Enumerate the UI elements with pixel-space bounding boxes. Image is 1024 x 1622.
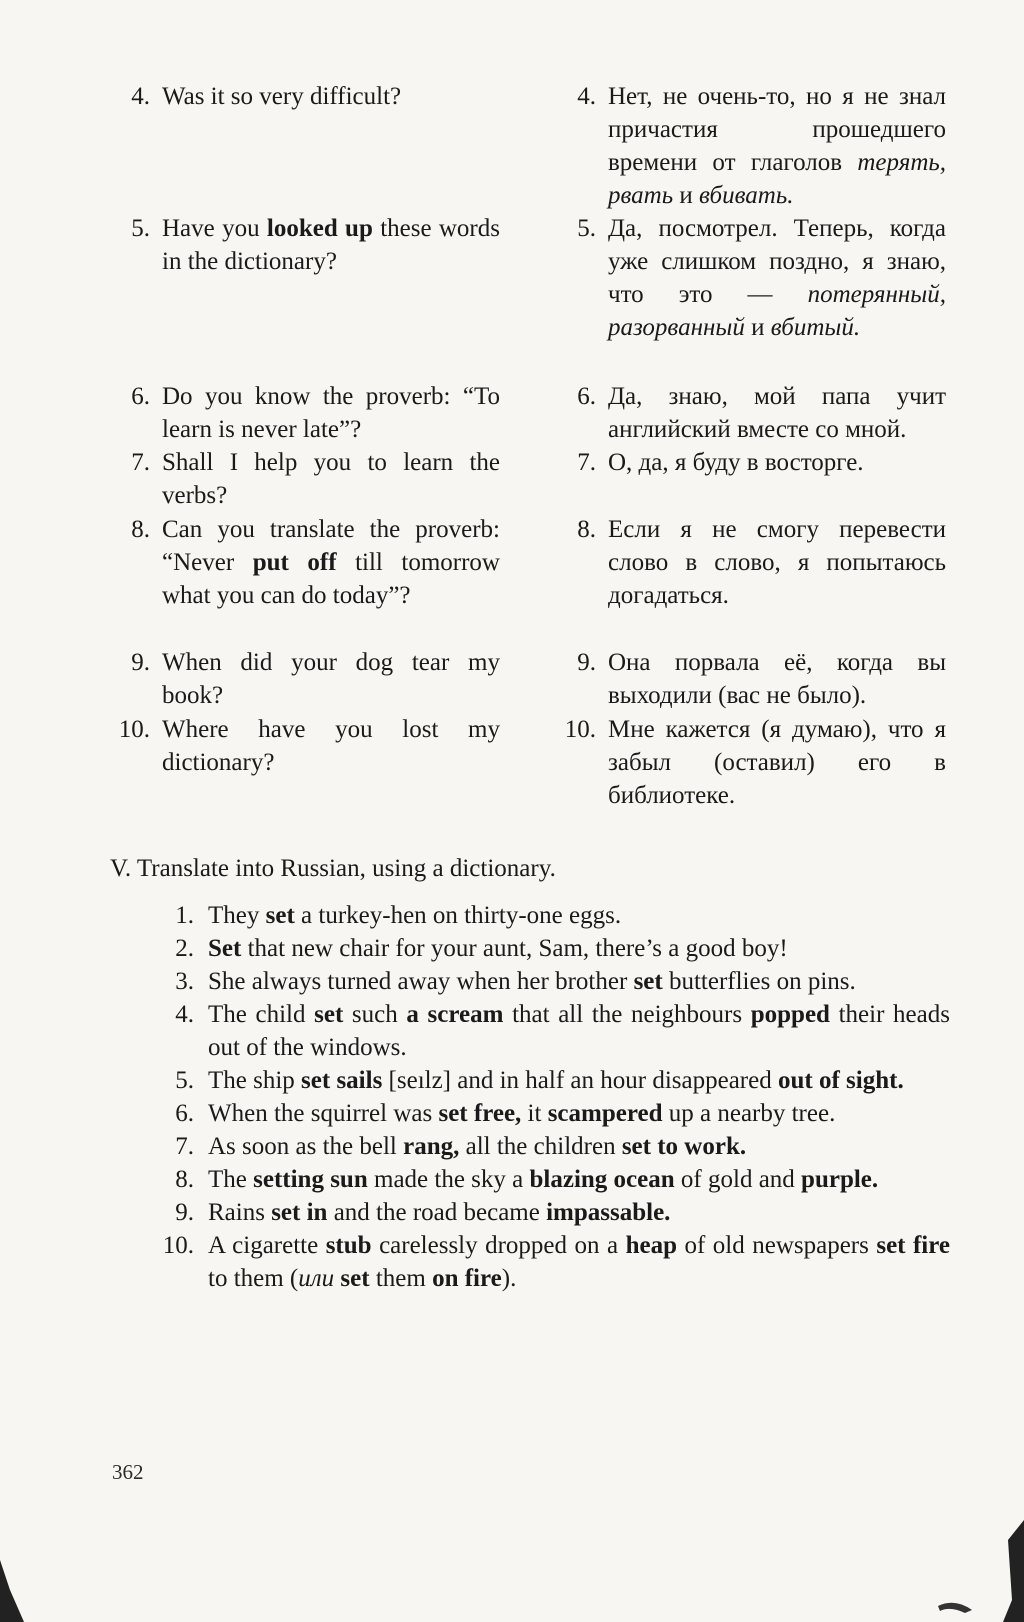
answer-number: 4. [577,83,596,110]
bold-term: Set [208,935,242,962]
answer-text: Нет, не очень-то, но я не знал причастия прошедшего времени от глаголов терять, рвать и вбивать. [608,83,946,209]
exercise-text: The setting sun made the sky a blazing ocean of gold and purple. [208,1166,879,1193]
exercise-number: 6. [175,1100,194,1127]
italic-term: вбивать. [699,182,794,209]
bold-term: set [340,1265,370,1292]
bold-term: heap [625,1232,677,1259]
bold-term: out of sight. [777,1067,904,1094]
bold-term: scampered [547,1100,663,1127]
italic-term: вбитый. [770,314,861,341]
bold-term: purple. [801,1166,879,1193]
italic-term: терять, рвать [608,149,946,209]
scan-edge-mark [1003,1520,1024,1622]
bold-term: looked up [266,215,373,242]
question-text: Where have you lost my dictionary? [162,716,500,776]
bold-term: set sails [301,1067,383,1094]
exercise-text: They set a turkey-hen on thirty-one eggs. [208,902,622,929]
exercise-text: The child set such a scream that all the neighbours popped their heads out of the windows. [208,1001,950,1061]
bold-term: stub [325,1232,372,1259]
question-number: 6. [131,383,150,410]
bold-term: setting sun [253,1166,368,1193]
exercise-number: 7. [175,1133,194,1160]
question-text: Have you looked up these words in the dictionary? [162,215,500,275]
answer-number: 7. [577,449,596,476]
exercise-number: 5. [175,1067,194,1094]
answer-number: 9. [577,649,596,676]
exercise-number: 2. [175,935,194,962]
scan-smudge [938,1603,972,1613]
bold-term: a scream [406,1001,504,1028]
italic-term: потерянный, разорванный [608,281,946,341]
exercise-text: A cigarette stub carelessly dropped on a heap of old newspapers set fire to them (или set them on fire). [208,1232,950,1292]
italic-term: или [298,1265,335,1292]
question-number: 8. [131,516,150,543]
bold-term: set [314,1001,344,1028]
bold-term: set [633,968,663,995]
exercise-text: Set that new chair for your aunt, Sam, there’s a good boy! [208,935,788,962]
page-number: 362 [112,1460,144,1484]
question-text: When did your dog tear my book? [162,649,500,709]
bold-term: set free, [438,1100,522,1127]
exercise-text: Rains set in and the road became impassable. [208,1199,671,1226]
answer-text: Она порвала её, когда вы выходили (вас не было). [608,649,946,709]
exercise-number: 3. [175,968,194,995]
exercise-text: She always turned away when her brother set butterflies on pins. [208,968,856,995]
exercise-text: As soon as the bell rang, all the children set to work. [208,1133,747,1160]
bold-term: set [265,902,295,929]
answer-number: 6. [577,383,596,410]
answer-text: Да, знаю, мой папа учит английский вместе со мной. [608,383,946,443]
bold-term: blazing ocean [529,1166,675,1193]
answer-number: 5. [577,215,596,242]
question-number: 10. [118,716,150,743]
exercise-number: 1. [175,902,194,929]
bold-term: set fire [876,1232,950,1259]
bold-term: rang, [403,1133,460,1160]
answer-text: О, да, я буду в восторге. [608,449,864,476]
bold-term: popped [750,1001,830,1028]
question-text: Was it so very difficult? [162,83,402,110]
exercise-number: 8. [175,1166,194,1193]
answer-text: Если я не смогу перевести слово в слово, я попытаюсь догадаться. [608,516,946,609]
bold-term: impassable. [546,1199,671,1226]
question-number: 5. [131,215,150,242]
question-text: Can you translate the proverb: “Never put off till tomorrow what you can do today”? [162,516,500,609]
answer-number: 8. [577,516,596,543]
bold-term: set to work. [621,1133,747,1160]
exercise-text: The ship set sails [seılz] and in half an hour disappeared out of sight. [208,1067,904,1094]
question-text: Shall I help you to learn the verbs? [162,449,500,509]
exercise-text: When the squirrel was set free, it scampered up a nearby tree. [208,1100,836,1127]
section-heading: V. Translate into Russian, using a dictionary. [110,855,556,882]
bold-term: set in [271,1199,328,1226]
answer-number: 10. [564,716,596,743]
exercise-number: 9. [175,1199,194,1226]
bold-term: on fire [432,1265,502,1292]
answer-text: Мне кажется (я думаю), что я забыл (оставил) его в библиотеке. [608,716,946,809]
scan-edge-mark [0,1560,24,1622]
question-number: 7. [131,449,150,476]
exercise-number: 10. [162,1232,194,1259]
bold-term: put off [252,549,337,576]
question-number: 9. [131,649,150,676]
question-text: Do you know the proverb: “To learn is never late”? [162,383,500,443]
exercise-number: 4. [175,1001,194,1028]
answer-text: Да, посмотрел. Теперь, когда уже слишком поздно, я знаю, что это — потерянный, разорванный и вбитый. [608,215,946,341]
question-number: 4. [131,83,150,110]
